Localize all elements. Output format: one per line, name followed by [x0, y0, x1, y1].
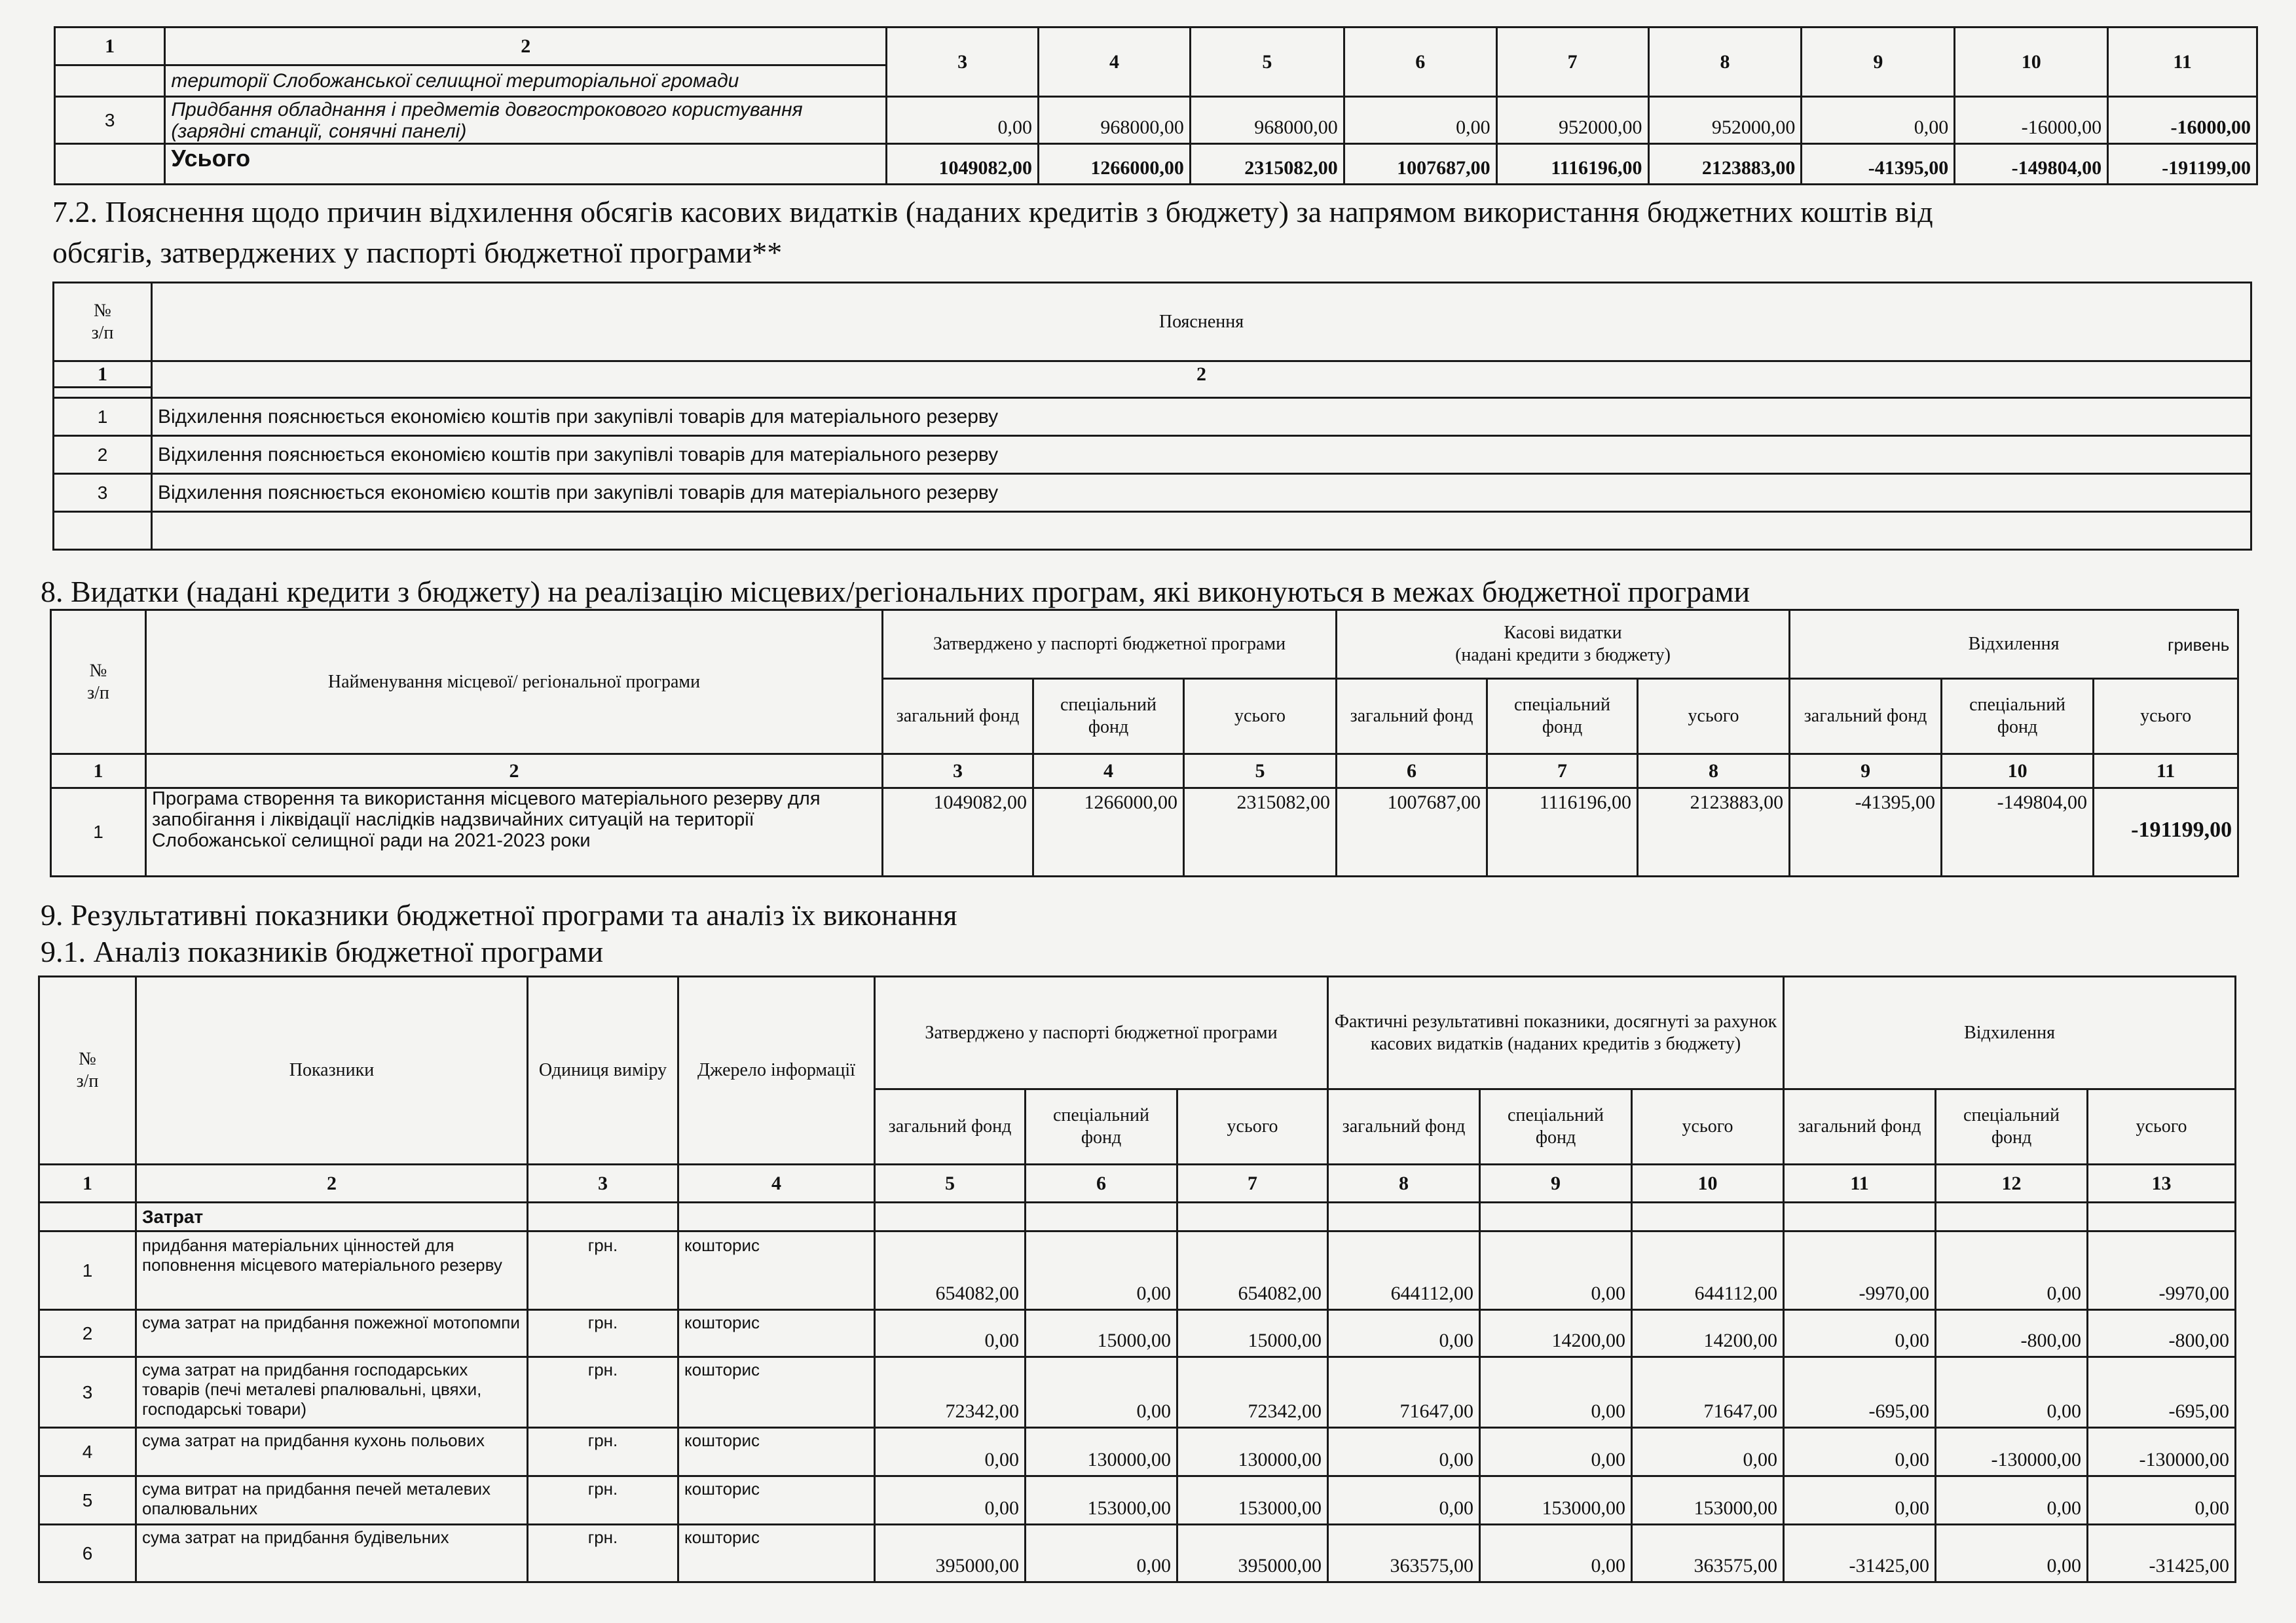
cell-value: -149804,00	[1942, 788, 2094, 877]
cell-value: -800,00	[1936, 1310, 2088, 1357]
cell-value: 153000,00	[1177, 1476, 1328, 1525]
category-label: Затрат	[136, 1203, 528, 1231]
cell-value: -41395,00	[1790, 788, 1942, 877]
cell-value: 0,00	[1936, 1525, 2088, 1582]
col-number: 2	[165, 27, 887, 65]
row-source: кошторис	[678, 1357, 875, 1428]
cell-value: 0,00	[1026, 1231, 1177, 1310]
col-number: 4	[678, 1165, 875, 1203]
col-number: 5	[1184, 754, 1337, 788]
cell-value: 1049082,00	[883, 788, 1033, 877]
cell-value: 72342,00	[1177, 1357, 1328, 1428]
col-number: 4	[1039, 27, 1191, 97]
table-8	[50, 609, 2239, 877]
cell-value: 72342,00	[875, 1357, 1026, 1428]
table-row	[54, 474, 2251, 512]
row-number: 5	[39, 1476, 136, 1525]
cell-value: 15000,00	[1026, 1310, 1177, 1357]
sub-header-special: спеціальний фонд	[1936, 1089, 2088, 1165]
col-number: 1	[51, 754, 146, 788]
sub-header-special: спеціальний фонд	[1487, 679, 1638, 754]
col-number: 10	[1632, 1165, 1784, 1203]
cell-value: 2123883,00	[1638, 788, 1790, 877]
group-header-deviation: Відхилення	[1790, 610, 2238, 679]
col-number: 1	[55, 27, 165, 65]
table-row	[39, 1357, 2236, 1428]
sub-header-general: загальний фонд	[1784, 1089, 1936, 1165]
col-header-no: № з/п	[51, 610, 146, 754]
cell-value: -800,00	[2088, 1310, 2236, 1357]
row-number: 4	[39, 1428, 136, 1476]
cell-value: 1007687,00	[1344, 144, 1496, 185]
section-7-2-heading-line2: обсягів, затверджених у паспорті бюджетної програми**	[52, 236, 783, 269]
row-unit: грн.	[528, 1476, 678, 1525]
cell-value: 153000,00	[1480, 1476, 1632, 1525]
cell-value: 0,00	[875, 1476, 1026, 1525]
row-number: 3	[39, 1357, 136, 1428]
col-number: 13	[2088, 1165, 2236, 1203]
cell-value: 952000,00	[1496, 97, 1648, 144]
cell-value: -31425,00	[2088, 1525, 2236, 1582]
col-number: 6	[1026, 1165, 1177, 1203]
group-header-deviation: Відхилення	[1784, 977, 2236, 1089]
cell-value: -31425,00	[1784, 1525, 1936, 1582]
unit-label: гривень	[2168, 635, 2230, 655]
cell-value: 0,00	[1344, 97, 1496, 144]
cell-value: -130000,00	[2088, 1428, 2236, 1476]
cell-value: 0,00	[1328, 1428, 1480, 1476]
row-unit: грн.	[528, 1525, 678, 1582]
col-number: 8	[1328, 1165, 1480, 1203]
cell-value: 644112,00	[1632, 1231, 1784, 1310]
sub-header-total: усього	[1632, 1089, 1784, 1165]
cell-value: -695,00	[1784, 1357, 1936, 1428]
row-unit: грн.	[528, 1231, 678, 1310]
cell-value: 0,00	[1784, 1428, 1936, 1476]
sub-header-general: загальний фонд	[875, 1089, 1026, 1165]
col-number: 8	[1648, 27, 1802, 97]
cell-value: -130000,00	[1936, 1428, 2088, 1476]
cell-value: 1266000,00	[1033, 788, 1184, 877]
row-number: 1	[39, 1231, 136, 1310]
cell-value: 153000,00	[1026, 1476, 1177, 1525]
cell-value: 654082,00	[1177, 1231, 1328, 1310]
row-number: 3	[54, 474, 152, 512]
row-program-name: Програма створення та використання місцевого матеріального резерву для запобігання і ліквідації наслідків надзвичайних ситуацій на території Слобожанської селищної ради на 2021-2023 роки	[146, 788, 883, 877]
cell-value: 0,00	[1802, 97, 1955, 144]
table-9-1	[38, 976, 2236, 1583]
col-number: 7	[1496, 27, 1648, 97]
cell-value: 0,00	[1936, 1476, 2088, 1525]
sub-header-total: усього	[1177, 1089, 1328, 1165]
cell-value: 644112,00	[1328, 1231, 1480, 1310]
cell-value: 1049082,00	[887, 144, 1039, 185]
col-number: 7	[1487, 754, 1638, 788]
row-source: кошторис	[678, 1476, 875, 1525]
cell-value: 1007687,00	[1337, 788, 1487, 877]
cell-value: 0,00	[2088, 1476, 2236, 1525]
table-row	[55, 97, 2257, 144]
cell-value: 1116196,00	[1496, 144, 1648, 185]
cell-value: 14200,00	[1632, 1310, 1784, 1357]
cell-value: -9970,00	[2088, 1231, 2236, 1310]
column-numbers-row	[51, 754, 2238, 788]
territory-row-text: території Слобожанської селищної територіальної громади	[165, 65, 887, 97]
column-numbers-row	[39, 1165, 2236, 1203]
row-text: Відхилення пояснюється економією коштів при закупівлі товарів для матеріального резерву	[152, 474, 2251, 512]
table-row	[51, 788, 2238, 877]
col-header-explanation: Пояснення	[152, 283, 2251, 361]
cell-value: 0,00	[1784, 1476, 1936, 1525]
col-number: 9	[1480, 1165, 1632, 1203]
category-row	[39, 1203, 2236, 1231]
col-number: 11	[2094, 754, 2238, 788]
table-7-1-tail	[54, 26, 2258, 185]
cell-value: 15000,00	[1177, 1310, 1328, 1357]
cell-value: 0,00	[1480, 1525, 1632, 1582]
sub-header-general: загальний фонд	[1328, 1089, 1480, 1165]
cell-value: 1266000,00	[1039, 144, 1191, 185]
cell-value: 0,00	[1026, 1525, 1177, 1582]
col-number: 11	[2108, 27, 2257, 97]
row-source: кошторис	[678, 1428, 875, 1476]
cell-value: 71647,00	[1328, 1357, 1480, 1428]
cell-value: 395000,00	[1177, 1525, 1328, 1582]
cell-value: 968000,00	[1190, 97, 1344, 144]
sub-header-total: усього	[2088, 1089, 2236, 1165]
cell-value: 0,00	[1328, 1310, 1480, 1357]
col-number: 1	[54, 361, 152, 388]
col-number: 4	[1033, 754, 1184, 788]
row-number: 1	[54, 398, 152, 436]
cell-value: -191199,00	[2094, 788, 2238, 877]
row-unit: грн.	[528, 1428, 678, 1476]
col-number: 2	[146, 754, 883, 788]
sub-header-special: спеціальний фонд	[1033, 679, 1184, 754]
total-label: Усього	[165, 144, 887, 185]
col-header-unit: Одиниця виміру	[528, 977, 678, 1165]
col-header-program-name: Найменування місцевої/ регіональної програми	[146, 610, 883, 754]
col-number: 5	[875, 1165, 1026, 1203]
row-number: 6	[39, 1525, 136, 1582]
cell-value: 71647,00	[1632, 1357, 1784, 1428]
group-header-approved: Затверджено у паспорті бюджетної програми	[875, 977, 1328, 1089]
cell-value: 0,00	[1480, 1357, 1632, 1428]
sub-header-total: усього	[1638, 679, 1790, 754]
cell-value: -16000,00	[2108, 97, 2257, 144]
row-indicator-name: сума затрат на придбання пожежної мотопомпи	[136, 1310, 528, 1357]
col-number: 2	[136, 1165, 528, 1203]
column-numbers-row	[55, 27, 2257, 65]
row-name: Придбання обладнання і предметів довгострокового користування (зарядні станції, сонячні панелі)	[165, 97, 887, 144]
cell-value: 654082,00	[875, 1231, 1026, 1310]
row-number: 3	[55, 97, 165, 144]
table-row	[39, 1310, 2236, 1357]
cell-value: 363575,00	[1632, 1525, 1784, 1582]
col-number: 6	[1344, 27, 1496, 97]
col-number: 1	[39, 1165, 136, 1203]
col-header-indicators: Показники	[136, 977, 528, 1165]
cell-value: 2123883,00	[1648, 144, 1802, 185]
section-7-2-heading-line1: 7.2. Пояснення щодо причин відхилення обсягів касових видатків (наданих кредитів з бюджету) за напрямом використання бюджетних коштів від	[52, 195, 1933, 228]
section-9-heading: 9. Результативні показники бюджетної програми та аналіз їх виконання	[41, 898, 957, 932]
col-number: 5	[1190, 27, 1344, 97]
cell-value: 952000,00	[1648, 97, 1802, 144]
cell-value: 130000,00	[1177, 1428, 1328, 1476]
cell-value: 968000,00	[1039, 97, 1191, 144]
sub-header-general: загальний фонд	[883, 679, 1033, 754]
col-header-no: № з/п	[39, 977, 136, 1165]
cell-value: 0,00	[1784, 1310, 1936, 1357]
row-indicator-name: сума затрат на придбання будівельних	[136, 1525, 528, 1582]
col-number: 10	[1955, 27, 2108, 97]
section-8-heading: 8. Видатки (надані кредити з бюджету) на реалізацію місцевих/регіональних програм, які виконуються в межах бюджетної програми	[41, 575, 1750, 608]
row-unit: грн.	[528, 1357, 678, 1428]
row-indicator-name: придбання матеріальних цінностей для поповнення місцевого матеріального резерву	[136, 1231, 528, 1310]
col-number: 11	[1784, 1165, 1936, 1203]
col-number: 9	[1790, 754, 1942, 788]
col-header-source: Джерело інформації	[678, 977, 875, 1165]
sub-header-special: спеціальний фонд	[1026, 1089, 1177, 1165]
row-number: 1	[51, 788, 146, 877]
cell-value: 0,00	[1936, 1231, 2088, 1310]
cell-value: 1116196,00	[1487, 788, 1638, 877]
row-source: кошторис	[678, 1525, 875, 1582]
cell-value: 0,00	[1026, 1357, 1177, 1428]
sub-header-special: спеціальний фонд	[1942, 679, 2094, 754]
col-number: 6	[1337, 754, 1487, 788]
col-number: 3	[528, 1165, 678, 1203]
row-text: Відхилення пояснюється економією коштів при закупівлі товарів для матеріального резерву	[152, 398, 2251, 436]
col-number: 3	[883, 754, 1033, 788]
col-number: 2	[152, 361, 2251, 398]
cell-value: 2315082,00	[1190, 144, 1344, 185]
cell-value: 0,00	[1480, 1428, 1632, 1476]
row-text: Відхилення пояснюється економією коштів при закупівлі товарів для матеріального резерву	[152, 436, 2251, 474]
table-row	[54, 398, 2251, 436]
cell-value: 14200,00	[1480, 1310, 1632, 1357]
col-number: 8	[1638, 754, 1790, 788]
cell-value: -9970,00	[1784, 1231, 1936, 1310]
cell-value: -41395,00	[1802, 144, 1955, 185]
sub-header-general: загальний фонд	[1790, 679, 1942, 754]
row-indicator-name: сума затрат на придбання кухонь польових	[136, 1428, 528, 1476]
table-row	[54, 436, 2251, 474]
cell-value: 153000,00	[1632, 1476, 1784, 1525]
col-number: 10	[1942, 754, 2094, 788]
sub-header-total: усього	[1184, 679, 1337, 754]
cell-value: -149804,00	[1955, 144, 2108, 185]
cell-value: 0,00	[1632, 1428, 1784, 1476]
row-indicator-name: сума витрат на придбання печей металевих опалювальних	[136, 1476, 528, 1525]
col-number: 12	[1936, 1165, 2088, 1203]
sub-header-general: загальний фонд	[1337, 679, 1487, 754]
group-header-approved: Затверджено у паспорті бюджетної програми	[883, 610, 1337, 679]
cell-value: 2315082,00	[1184, 788, 1337, 877]
cell-value: -16000,00	[1955, 97, 2108, 144]
col-header-no: № з/п	[54, 283, 152, 361]
row-indicator-name: сума затрат на придбання господарських товарів (печі металеві рпалювальні, цвяхи, господарські товари)	[136, 1357, 528, 1428]
cell-value: 130000,00	[1026, 1428, 1177, 1476]
row-unit: грн.	[528, 1310, 678, 1357]
section-9-1-heading: 9.1. Аналіз показників бюджетної програми	[41, 935, 604, 968]
cell-value: 363575,00	[1328, 1525, 1480, 1582]
sub-header-special: спеціальний фонд	[1480, 1089, 1632, 1165]
cell-value: 0,00	[875, 1310, 1026, 1357]
cell-value: 0,00	[1480, 1231, 1632, 1310]
sub-header-total: усього	[2094, 679, 2238, 754]
row-number: 2	[39, 1310, 136, 1357]
col-number: 9	[1802, 27, 1955, 97]
cell-value: -695,00	[2088, 1357, 2236, 1428]
table-7-2	[52, 282, 2252, 551]
cell-value: -191199,00	[2108, 144, 2257, 185]
total-row	[55, 144, 2257, 185]
row-number: 2	[54, 436, 152, 474]
group-header-actual: Фактичні результативні показники, досягнуті за рахунок касових видатків (наданих кредитів з бюджету)	[1328, 977, 1784, 1089]
cell-value: 0,00	[875, 1428, 1026, 1476]
table-row	[39, 1231, 2236, 1310]
table-row	[39, 1428, 2236, 1476]
cell-value: 395000,00	[875, 1525, 1026, 1582]
cell-value: 0,00	[1328, 1476, 1480, 1525]
col-number: 7	[1177, 1165, 1328, 1203]
row-source: кошторис	[678, 1231, 875, 1310]
table-row	[39, 1476, 2236, 1525]
cell-value: 0,00	[887, 97, 1039, 144]
row-source: кошторис	[678, 1310, 875, 1357]
table-row	[39, 1525, 2236, 1582]
cell-value: 0,00	[1936, 1357, 2088, 1428]
col-number: 3	[887, 27, 1039, 97]
group-header-cash: Касові видатки (надані кредити з бюджету)	[1337, 610, 1790, 679]
